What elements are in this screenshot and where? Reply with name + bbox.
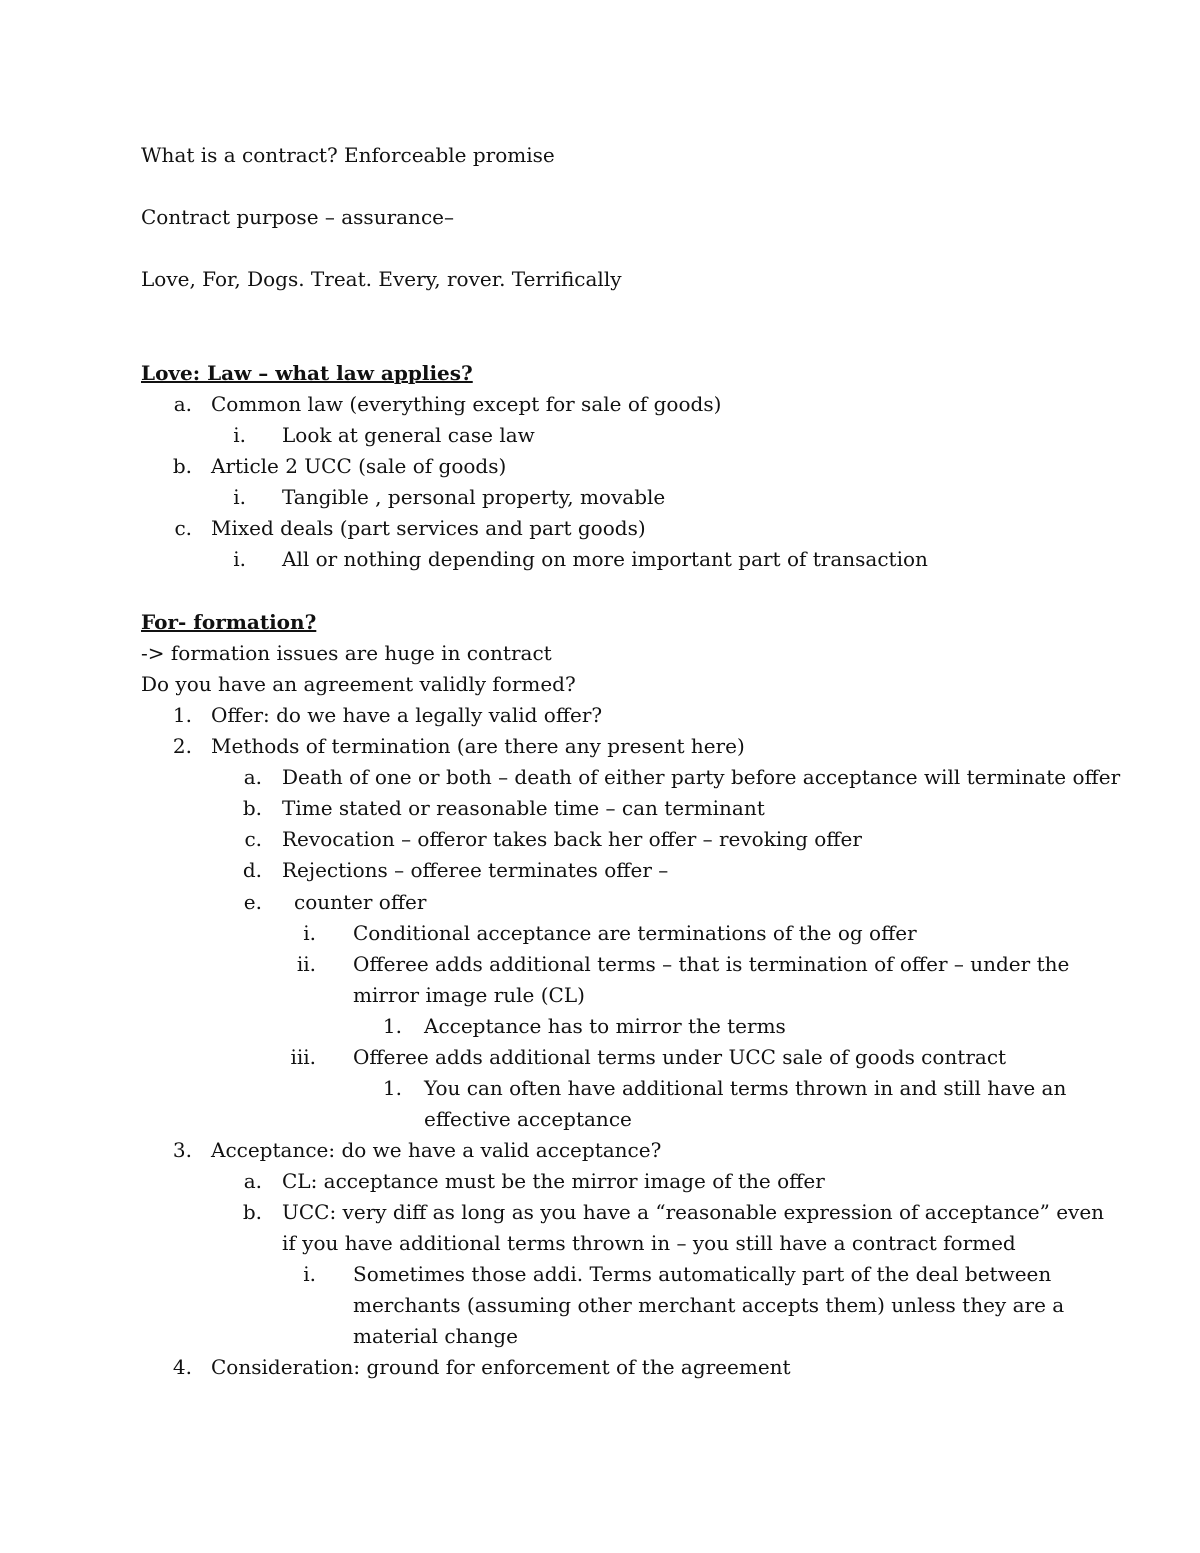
list-marker: i. [303,1262,316,1286]
list-marker: a. [243,1169,262,1193]
list-item-text: Consideration: ground for enforcement of the agreement [211,1355,791,1379]
list-marker: i. [233,485,246,509]
list-marker: i. [303,921,316,945]
list-marker: b. [172,454,192,478]
list-item-text: if you have additional terms thrown in – you still have a contract formed [282,1231,1016,1255]
list-marker: 1. [382,1076,402,1100]
list-marker: 1. [172,703,192,727]
list-marker: i. [233,423,246,447]
list-marker: a. [243,765,262,789]
list-item-text: mirror image rule (CL) [353,983,585,1007]
list-item-text: material change [353,1324,518,1348]
list-item-text: Conditional acceptance are terminations of the og offer [353,921,917,945]
intro-purpose: Contract purpose – assurance– [141,205,454,229]
formation-note: -> formation issues are huge in contract [141,641,552,665]
list-marker: d. [242,858,262,882]
intro-definition: What is a contract? Enforceable promise [141,143,555,167]
list-item-text: Offeree adds additional terms under UCC sale of goods contract [353,1045,1007,1069]
list-marker: c. [174,516,192,540]
list-marker: c. [244,827,262,851]
list-item-text: Common law (everything except for sale of goods) [211,392,722,416]
list-marker: a. [173,392,192,416]
list-item-text: effective acceptance [424,1107,632,1131]
formation-section-heading: For- formation? [141,610,317,634]
list-item-text: Methods of termination (are there any present here) [211,734,745,758]
list-item-text: Look at general case law [282,423,535,447]
list-marker: 1. [382,1014,402,1038]
list-item-text: Mixed deals (part services and part goods) [211,516,646,540]
list-marker: iii. [290,1045,316,1069]
list-item-text: Acceptance has to mirror the terms [424,1014,786,1038]
list-marker: i. [233,547,246,571]
list-item-text: Article 2 UCC (sale of goods) [211,454,507,478]
list-marker: ii. [296,952,316,976]
list-marker: 2. [172,734,192,758]
list-marker: b. [242,796,262,820]
list-item-text: Time stated or reasonable time – can terminant [282,796,765,820]
list-item-text: Tangible , personal property, movable [282,485,666,509]
list-marker: b. [242,1200,262,1224]
list-item-text: Death of one or both – death of either party before acceptance will terminate offer [282,765,1121,789]
formation-question: Do you have an agreement validly formed? [141,672,576,696]
list-item-text: You can often have additional terms thrown in and still have an [424,1076,1067,1100]
list-item-text: Revocation – offeror takes back her offer – revoking offer [282,827,862,851]
list-item-text: Offer: do we have a legally valid offer? [211,703,603,727]
list-marker: e. [243,890,262,914]
list-item-text: merchants (assuming other merchant accepts them) unless they are a [353,1293,1065,1317]
list-marker: 3. [172,1138,192,1162]
list-item-text: Sometimes those addi. Terms automatically part of the deal between [353,1262,1052,1286]
love-section-heading: Love: Law – what law applies? [141,361,473,385]
list-item-text: Offeree adds additional terms – that is termination of offer – under the [353,952,1070,976]
list-item-text: counter offer [294,890,427,914]
intro-mnemonic: Love, For, Dogs. Treat. Every, rover. Terrifically [141,267,622,291]
list-item-text: CL: acceptance must be the mirror image of the offer [282,1169,825,1193]
list-item-text: UCC: very diff as long as you have a “reasonable expression of acceptance” even [282,1200,1105,1224]
list-item-text: Acceptance: do we have a valid acceptance? [211,1138,662,1162]
list-item-text: All or nothing depending on more important part of transaction [282,547,928,571]
list-item-text: Rejections – offeree terminates offer – [282,858,669,882]
list-marker: 4. [172,1355,192,1379]
